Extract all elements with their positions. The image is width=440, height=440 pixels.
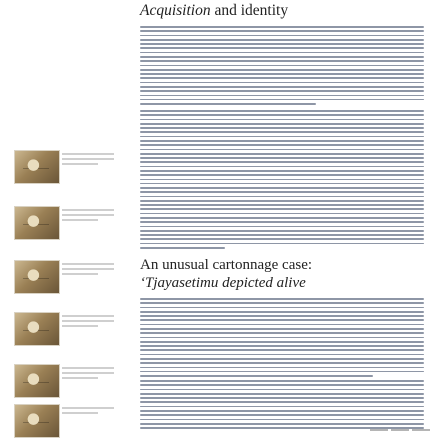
sidebar-thumbnail-6[interactable] (14, 404, 60, 438)
heading-word-and: and (214, 2, 237, 19)
paragraph-cartonnage-2 (140, 380, 424, 431)
sidebar-caption-6[interactable] (62, 404, 114, 414)
sidebar-caption-2[interactable] (62, 206, 114, 221)
heading-word-identity: identity (240, 2, 289, 19)
sidebar-caption-4[interactable] (62, 312, 114, 327)
paragraph-acquisition-1 (140, 26, 424, 107)
paragraph-cartonnage-1 (140, 298, 424, 379)
sidebar-caption-5[interactable] (62, 364, 114, 379)
paragraph-acquisition-2 (140, 110, 424, 251)
section-heading-acquisition (140, 2, 288, 20)
footer-mark (370, 428, 430, 432)
sidebar-thumbnail-4[interactable] (14, 312, 60, 346)
sidebar-thumbnail-1[interactable] (14, 150, 60, 184)
sidebar-caption-3[interactable] (62, 260, 114, 275)
sidebar-caption-1[interactable] (62, 150, 114, 165)
heading-word-acquisition: Acquisition (140, 2, 211, 19)
section-heading-cartonnage (140, 256, 312, 292)
heading-line-1: An unusual cartonnage case: (140, 257, 313, 273)
sidebar (0, 0, 118, 440)
sidebar-thumbnail-2[interactable] (14, 206, 60, 240)
article-main (140, 0, 432, 440)
heading-line-2: ‘Tjayasetimu depicted alive (140, 275, 306, 291)
sidebar-thumbnail-3[interactable] (14, 260, 60, 294)
sidebar-thumbnail-5[interactable] (14, 364, 60, 398)
